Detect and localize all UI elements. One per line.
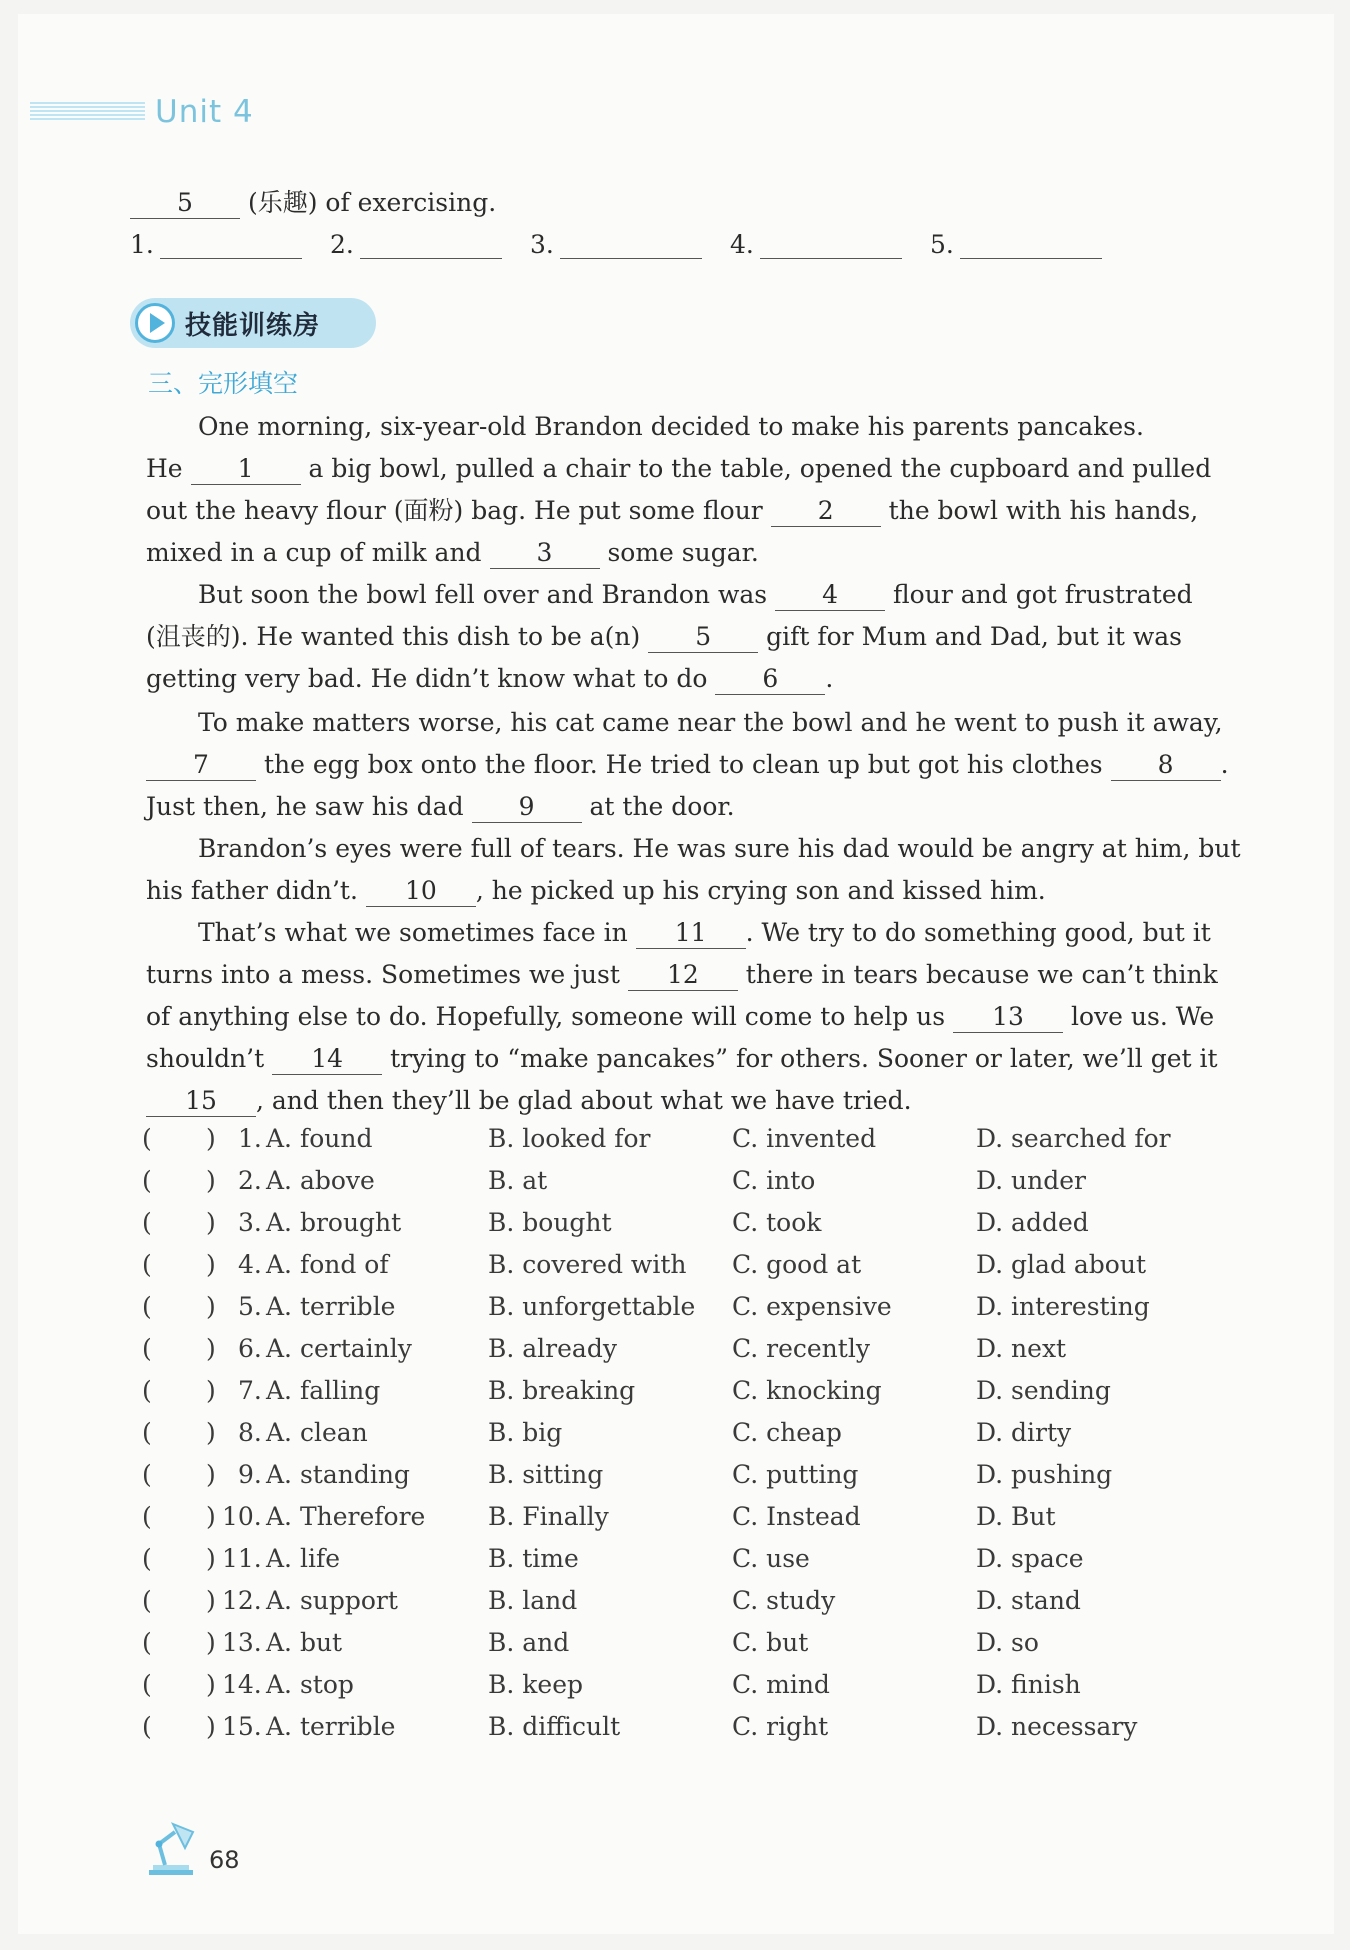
passage-text: shouldn’t — [146, 1044, 273, 1073]
question-number: 15. — [222, 1712, 262, 1741]
section-title-cloze: 三、完形填空 — [148, 369, 299, 398]
answer-choice-slot[interactable] — [156, 1712, 202, 1742]
answer-slot-2[interactable] — [330, 230, 502, 259]
answer-paren-open: ( — [142, 1376, 152, 1405]
option-a[interactable]: A. found — [266, 1124, 373, 1153]
passage-line — [146, 958, 1218, 992]
cloze-blank-15[interactable]: 15 — [146, 1086, 256, 1117]
passage-text: (沮丧的). He wanted this dish to be a(n) — [146, 622, 649, 651]
answer-choice-slot[interactable] — [156, 1502, 202, 1532]
answer-line[interactable] — [560, 230, 702, 259]
preceding-text: (乐趣) of exercising. — [247, 188, 497, 217]
passage-line — [198, 706, 1223, 740]
answer-paren-open: ( — [142, 1502, 152, 1531]
option-c[interactable]: C. but — [732, 1628, 809, 1657]
option-c[interactable]: C. mind — [732, 1670, 830, 1699]
answer-paren-close: ) — [206, 1124, 216, 1153]
question-number: 1. — [238, 1124, 262, 1153]
question-number: 6. — [238, 1334, 262, 1363]
question-row — [142, 1334, 1192, 1370]
answer-paren-open: ( — [142, 1628, 152, 1657]
answer-paren-close: ) — [206, 1376, 216, 1405]
passage-line — [146, 494, 1198, 528]
answer-choice-slot[interactable] — [156, 1544, 202, 1574]
question-row — [142, 1670, 1192, 1706]
option-c[interactable]: C. right — [732, 1712, 829, 1741]
option-d[interactable]: D. dirty — [976, 1418, 1072, 1447]
option-a[interactable]: A. falling — [266, 1376, 381, 1405]
answer-choice-slot[interactable] — [156, 1292, 202, 1322]
passage-line — [198, 916, 1211, 950]
question-number: 5. — [238, 1292, 262, 1321]
option-c[interactable]: C. good at — [732, 1250, 862, 1279]
answer-choice-slot[interactable] — [156, 1376, 202, 1406]
passage-text: there in tears because we can’t think — [737, 960, 1218, 989]
page-number: 68 — [209, 1846, 240, 1874]
passage-text: But soon the bowl fell over and Brandon was — [198, 580, 776, 609]
answer-slot-3[interactable] — [530, 230, 702, 259]
option-c[interactable]: C. study — [732, 1586, 836, 1615]
passage-line — [146, 874, 1046, 908]
option-a[interactable]: A. certainly — [266, 1334, 412, 1363]
answer-paren-close: ) — [206, 1670, 216, 1699]
option-c[interactable]: C. putting — [732, 1460, 859, 1489]
answer-paren-open: ( — [142, 1544, 152, 1573]
passage-line — [146, 536, 759, 570]
option-a[interactable]: A. terrible — [266, 1712, 396, 1741]
answer-paren-close: ) — [206, 1544, 216, 1573]
cloze-blank-8[interactable]: 8 — [1111, 750, 1221, 781]
option-a[interactable]: A. standing — [266, 1460, 410, 1489]
answer-line[interactable] — [360, 230, 502, 259]
answer-paren-close: ) — [206, 1292, 216, 1321]
skill-training-banner — [130, 298, 376, 348]
option-a[interactable]: A. above — [266, 1166, 375, 1195]
passage-line — [146, 1000, 1214, 1034]
passage-text: his father didn’t. — [146, 876, 366, 905]
answer-paren-open: ( — [142, 1124, 152, 1153]
option-a[interactable]: A. stop — [266, 1670, 354, 1699]
cloze-blank-14[interactable]: 14 — [272, 1044, 382, 1075]
passage-text: Brandon’s eyes were full of tears. He was sure his dad would be angry at him, but — [198, 834, 1241, 863]
option-b[interactable]: B. breaking — [488, 1376, 636, 1405]
question-row — [142, 1292, 1192, 1328]
option-b[interactable]: B. time — [488, 1544, 579, 1573]
option-b[interactable]: B. difficult — [488, 1712, 621, 1741]
skill-banner-label: 技能训练房 — [185, 310, 321, 341]
unit-header — [30, 90, 254, 134]
answer-lines — [130, 230, 1130, 270]
option-d[interactable]: D. interesting — [976, 1292, 1150, 1321]
answer-choice-slot[interactable] — [156, 1670, 202, 1700]
question-number: 3. — [238, 1208, 262, 1237]
passage-text: He — [146, 454, 191, 483]
question-number: 9. — [238, 1460, 262, 1489]
passage-line — [198, 578, 1193, 612]
option-d[interactable]: D. sending — [976, 1376, 1111, 1405]
cloze-blank-4[interactable]: 4 — [775, 580, 885, 611]
answer-paren-open: ( — [142, 1292, 152, 1321]
play-icon — [135, 303, 175, 343]
page-footer — [145, 1818, 240, 1878]
option-b[interactable]: B. looked for — [488, 1124, 651, 1153]
question-row — [142, 1544, 1192, 1580]
option-d[interactable]: D. so — [976, 1628, 1039, 1657]
passage-text: , and then they’ll be glad about what we have tried. — [256, 1086, 912, 1115]
option-a[interactable]: A. life — [266, 1544, 340, 1573]
question-row — [142, 1250, 1192, 1286]
passage-text: a big bowl, pulled a chair to the table, opened the cupboard and pulled — [300, 454, 1212, 483]
option-b[interactable]: B. sitting — [488, 1460, 604, 1489]
question-number: 8. — [238, 1418, 262, 1447]
option-d[interactable]: D. space — [976, 1544, 1084, 1573]
cloze-blank-6[interactable]: 6 — [715, 664, 825, 695]
option-d[interactable]: D. added — [976, 1208, 1089, 1237]
passage-text: That’s what we sometimes face in — [198, 918, 636, 947]
passage-line — [198, 410, 1144, 444]
option-b[interactable]: B. big — [488, 1418, 563, 1447]
answer-slot-4[interactable] — [730, 230, 902, 259]
option-c[interactable]: C. invented — [732, 1124, 877, 1153]
option-d[interactable]: D. next — [976, 1334, 1067, 1363]
question-row — [142, 1712, 1192, 1748]
answer-label: 4. — [730, 230, 754, 259]
answer-choice-slot[interactable] — [156, 1418, 202, 1448]
question-row — [142, 1460, 1192, 1496]
answer-paren-open: ( — [142, 1460, 152, 1489]
option-b[interactable]: B. Finally — [488, 1502, 609, 1531]
answer-paren-close: ) — [206, 1418, 216, 1447]
passage-line — [146, 662, 833, 696]
answer-paren-open: ( — [142, 1418, 152, 1447]
passage-text: flour and got frustrated — [885, 580, 1193, 609]
cloze-blank-2[interactable]: 2 — [771, 496, 881, 527]
option-b[interactable]: B. covered with — [488, 1250, 687, 1279]
question-number: 7. — [238, 1376, 262, 1405]
passage-text: the egg box onto the floor. He tried to clean up but got his clothes — [256, 750, 1111, 779]
cloze-blank-12[interactable]: 12 — [628, 960, 738, 991]
option-d[interactable]: D. finish — [976, 1670, 1081, 1699]
option-a[interactable]: A. clean — [266, 1418, 368, 1447]
option-c[interactable]: C. expensive — [732, 1292, 892, 1321]
passage-text: , he picked up his crying son and kissed him. — [475, 876, 1046, 905]
answer-choice-slot[interactable] — [156, 1250, 202, 1280]
option-b[interactable]: B. bought — [488, 1208, 612, 1237]
answer-line[interactable] — [960, 230, 1102, 259]
option-b[interactable]: B. land — [488, 1586, 578, 1615]
passage-text: Just then, he saw his dad — [146, 792, 472, 821]
passage-line — [146, 1042, 1218, 1076]
question-row — [142, 1502, 1192, 1538]
answer-choice-slot[interactable] — [156, 1628, 202, 1658]
answer-choice-slot[interactable] — [156, 1208, 202, 1238]
answer-paren-open: ( — [142, 1334, 152, 1363]
passage-line — [198, 832, 1241, 866]
desk-lamp-icon — [145, 1818, 201, 1878]
option-a[interactable]: A. but — [266, 1628, 343, 1657]
answer-choice-slot[interactable] — [156, 1166, 202, 1196]
option-d[interactable]: D. But — [976, 1502, 1056, 1531]
option-c[interactable]: C. use — [732, 1544, 810, 1573]
answer-paren-close: ) — [206, 1628, 216, 1657]
option-b[interactable]: B. keep — [488, 1670, 584, 1699]
cloze-blank-7[interactable]: 7 — [146, 750, 256, 781]
option-b[interactable]: B. unforgettable — [488, 1292, 696, 1321]
question-number: 14. — [222, 1670, 262, 1699]
passage-line — [146, 452, 1211, 486]
answer-paren-close: ) — [206, 1712, 216, 1741]
passage-text: mixed in a cup of milk and — [146, 538, 490, 567]
answer-paren-close: ) — [206, 1166, 216, 1195]
cloze-blank-13[interactable]: 13 — [953, 1002, 1063, 1033]
answer-paren-close: ) — [206, 1208, 216, 1237]
option-d[interactable]: D. under — [976, 1166, 1086, 1195]
answer-paren-close: ) — [206, 1586, 216, 1615]
question-number: 11. — [222, 1544, 262, 1573]
question-row — [142, 1208, 1192, 1244]
passage-text: One morning, six-year-old Brandon decided to make his parents pancakes. — [198, 412, 1144, 441]
option-c[interactable]: C. recently — [732, 1334, 870, 1363]
question-number: 4. — [238, 1250, 262, 1279]
question-number: 12. — [222, 1586, 262, 1615]
passage-text: . — [1220, 750, 1229, 779]
question-row — [142, 1124, 1192, 1160]
option-d[interactable]: D. pushing — [976, 1460, 1113, 1489]
option-b[interactable]: B. already — [488, 1334, 617, 1363]
answer-choice-slot[interactable] — [156, 1586, 202, 1616]
option-c[interactable]: C. cheap — [732, 1418, 842, 1447]
question-row — [142, 1628, 1192, 1664]
passage-text: To make matters worse, his cat came near the bowl and he went to push it away, — [198, 708, 1223, 737]
answer-paren-open: ( — [142, 1208, 152, 1237]
option-c[interactable]: C. Instead — [732, 1502, 861, 1531]
answer-label: 1. — [130, 230, 154, 259]
passage-text: some sugar. — [599, 538, 759, 567]
passage-text: of anything else to do. Hopefully, someone will come to help us — [146, 1002, 954, 1031]
blank-5-preceding[interactable]: 5 — [130, 188, 240, 219]
option-d[interactable]: D. necessary — [976, 1712, 1138, 1741]
question-row — [142, 1376, 1192, 1412]
answer-paren-close: ) — [206, 1460, 216, 1489]
passage-text: trying to “make pancakes” for others. Sooner or later, we’ll get it — [382, 1044, 1218, 1073]
answer-choice-slot[interactable] — [156, 1460, 202, 1490]
answer-paren-open: ( — [142, 1250, 152, 1279]
option-a[interactable]: A. support — [266, 1586, 398, 1615]
passage-text: out the heavy flour (面粉) bag. He put some flour — [146, 496, 771, 525]
answer-paren-close: ) — [206, 1250, 216, 1279]
answer-choice-slot[interactable] — [156, 1334, 202, 1364]
answer-slot-5[interactable] — [930, 230, 1102, 259]
question-row — [142, 1586, 1192, 1622]
answer-line[interactable] — [160, 230, 302, 259]
cloze-blank-5[interactable]: 5 — [648, 622, 758, 653]
question-number: 13. — [222, 1628, 262, 1657]
option-a[interactable]: A. brought — [266, 1208, 402, 1237]
passage-text: turns into a mess. Sometimes we just — [146, 960, 628, 989]
answer-paren-open: ( — [142, 1166, 152, 1195]
passage-line — [146, 790, 735, 824]
header-stripes-decoration — [30, 102, 145, 122]
option-d[interactable]: D. searched for — [976, 1124, 1171, 1153]
answer-paren-open: ( — [142, 1712, 152, 1741]
answer-choice-slot[interactable] — [156, 1124, 202, 1154]
cloze-blank-3[interactable]: 3 — [490, 538, 600, 569]
answer-line[interactable] — [760, 230, 902, 259]
option-c[interactable]: C. took — [732, 1208, 822, 1237]
passage-text: at the door. — [581, 792, 735, 821]
answer-paren-open: ( — [142, 1670, 152, 1699]
option-c[interactable]: C. knocking — [732, 1376, 882, 1405]
passage-line — [146, 748, 1229, 782]
answer-paren-close: ) — [206, 1334, 216, 1363]
passage-text: gift for Mum and Dad, but it was — [758, 622, 1182, 651]
passage-text: the bowl with his hands, — [880, 496, 1199, 525]
passage-line — [146, 620, 1182, 654]
cloze-blank-1[interactable]: 1 — [191, 454, 301, 485]
option-c[interactable]: C. into — [732, 1166, 816, 1195]
question-number: 10. — [222, 1502, 262, 1531]
cloze-blank-11[interactable]: 11 — [636, 918, 746, 949]
answer-label: 2. — [330, 230, 354, 259]
answer-label: 3. — [530, 230, 554, 259]
passage-text: . — [825, 664, 834, 693]
preceding-exercise-line — [130, 186, 496, 220]
answer-paren-open: ( — [142, 1586, 152, 1615]
question-row — [142, 1418, 1192, 1454]
answer-paren-close: ) — [206, 1502, 216, 1531]
cloze-blank-9[interactable]: 9 — [472, 792, 582, 823]
unit-title: Unit 4 — [155, 94, 254, 130]
passage-text: love us. We — [1063, 1002, 1215, 1031]
passage-line — [146, 1084, 912, 1118]
passage-text: getting very bad. He didn’t know what to do — [146, 664, 716, 693]
option-a[interactable]: A. terrible — [266, 1292, 396, 1321]
question-row — [142, 1166, 1192, 1202]
option-d[interactable]: D. glad about — [976, 1250, 1147, 1279]
option-d[interactable]: D. stand — [976, 1586, 1081, 1615]
passage-text: . We try to do something good, but it — [745, 918, 1211, 947]
option-b[interactable]: B. at — [488, 1166, 548, 1195]
option-a[interactable]: A. fond of — [266, 1250, 389, 1279]
cloze-blank-10[interactable]: 10 — [366, 876, 476, 907]
option-b[interactable]: B. and — [488, 1628, 570, 1657]
answer-slot-1[interactable] — [130, 230, 302, 259]
question-number: 2. — [238, 1166, 262, 1195]
option-a[interactable]: A. Therefore — [266, 1502, 426, 1531]
answer-label: 5. — [930, 230, 954, 259]
